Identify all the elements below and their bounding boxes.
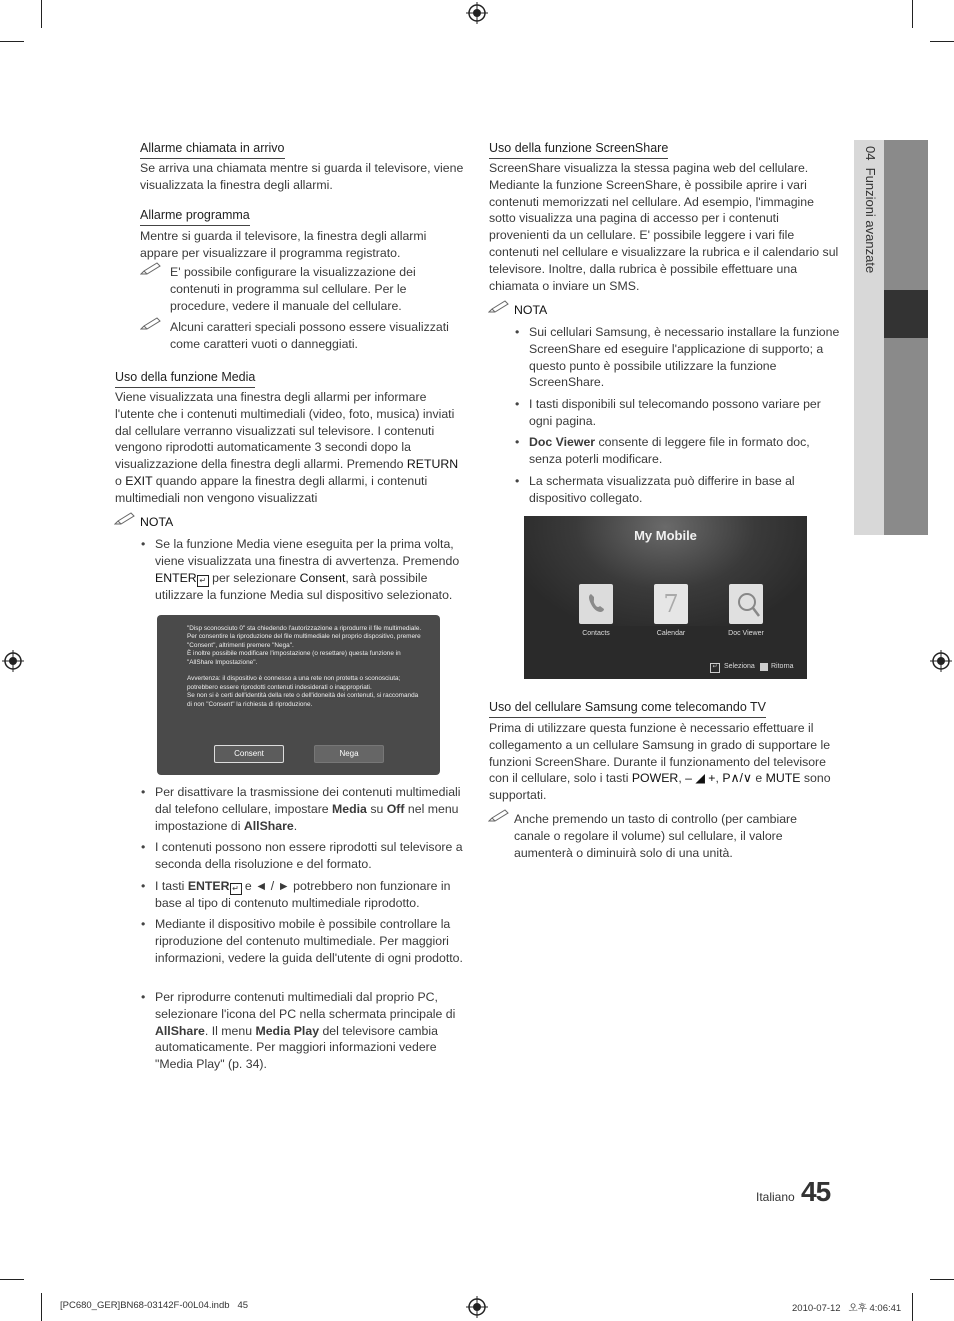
list-item: • Se la funzione Media viene eseguita per la prima volta, viene visualizzata una finestra di avvertenza. Premendo ENTER ↵ per selezionare Consent, sarà possibile utilizzare la funzione Media sul dispositivo selezionato. [155, 536, 465, 603]
contacts-label: Contacts [582, 630, 610, 637]
phone-icon [579, 584, 613, 624]
note-pencil-icon [488, 300, 510, 314]
my-mobile-screen [524, 516, 807, 679]
note-pencil-icon [140, 262, 162, 276]
list-item: • Mediante il dispositivo mobile è possibile controllare la riproduzione del contenuto multimediale. Per maggiori informazioni, vedere la guida dell'utente di ogni prodotto. [155, 916, 465, 966]
list-item: • I contenuti possono non essere riprodotti sul televisore a seconda della risoluzione e del formato. [155, 839, 465, 873]
paragraph: Prima di utilizzare questa funzione è necessario effettuare il collegamento a un cellulare Samsung in grado di supportare le funzioni ScreenShare. Durante il funzionamento del televisore con il cellulare, solo i tasti POWER, – ◢ +, P∧/∨ e MUTE sono supportati. [489, 721, 831, 803]
registration-mark-icon [2, 650, 24, 672]
print-file-info: [PC680_GER]BN68-03142F-00L04.indb 45 [60, 1300, 249, 1311]
paragraph: Se arriva una chiamata mentre si guarda il televisore, viene visualizzata la finestra degli allarmi. [140, 161, 464, 192]
my-mobile-title: My Mobile [634, 528, 697, 543]
crop-mark [930, 1279, 954, 1280]
section-heading: Allarme chiamata in arrivo [140, 140, 285, 159]
note: E' possibile configurare la visualizzazione dei contenuti in programma sul cellulare. Per le procedure, vedere il manuale del cellulare. [170, 264, 460, 314]
doc-viewer-label: Doc Viewer [728, 630, 764, 637]
calendar-day: 7 [663, 590, 679, 618]
crop-mark [912, 1293, 913, 1321]
return-hint: Ritorna [771, 663, 794, 670]
section-heading: Uso del cellulare Samsung come telecomando TV [489, 699, 766, 718]
note-pencil-icon [114, 512, 136, 526]
contacts-app-icon[interactable] [579, 584, 613, 624]
list-item: • Per riprodurre contenuti multimediali dal proprio PC, selezionare l'icona del PC nella schermata principale di AllShare. Il menu Media Play del televisore cambia automaticamente. Per maggiori informazioni vedere "Media Play" (p. 34). [155, 989, 465, 1073]
section-heading: Uso della funzione ScreenShare [489, 140, 668, 159]
section-heading: Allarme programma [140, 207, 250, 226]
magnifier-icon [729, 584, 763, 624]
list-item: • Doc Viewer consente di leggere file in formato doc, senza poterli modificare. [529, 434, 841, 468]
note: Alcuni caratteri speciali possono essere visualizzati come caratteri vuoti o danneggiati. [170, 319, 460, 353]
print-timestamp: 2010-07-12 오후 4:06:41 [792, 1303, 902, 1314]
crop-mark [0, 41, 24, 42]
crop-mark [0, 1279, 24, 1280]
footer-language: Italiano [756, 1190, 795, 1204]
list-item: • I tasti ENTER ↵ e ◄ / ► potrebbero non funzionare in base al tipo di contenuto multimediale riprodotto. [155, 878, 465, 912]
registration-mark-icon [930, 650, 952, 672]
registration-mark-icon [466, 1296, 488, 1318]
paragraph: ScreenShare visualizza la stessa pagina web del cellulare. Mediante la funzione ScreenShare, è possibile aprire i vari contenuti memorizzati nel cellulare. Ad esempio, l'immagine sotto visualizza una pagina di accesso per i contenuti provenienti da un cellulare. E' possibile leggere i vari file contenuti nel cellulare e visualizzare la rubrica e il calendario sul televisore. Inoltre, dalla rubrica è possibile effettuare una chiamata o inviare un SMS. [489, 161, 839, 293]
deny-button[interactable]: Nega [314, 745, 384, 763]
calendar-app-icon[interactable] [654, 584, 688, 624]
crop-mark [41, 1293, 42, 1321]
note-pencil-icon [488, 809, 510, 823]
dialog-message: "Disp sconosciuto 0" sta chiedendo l'autorizzazione a riprodurre il file multimediale. Per consentire la riproduzione del file multimediale nel proprio dispositivo, premere "Consent", altrimenti premere "Nega". È inoltre possibile modificare l'impostazione (o resettare) questa funzione in "AllShare Impostazione". Avvertenza: il dispositivo è connesso a una rete non protetta o sconosciuta; potrebbero essere riprodotti contenuti indesiderati o inappropriati. Se non si è certi dell'identità della rete o dell'idoneità dei contenuti, si raccomanda di non "Consent" la richiesta di riproduzione. [187, 625, 422, 708]
doc-viewer-app-icon[interactable] [729, 584, 763, 624]
permission-dialog [157, 615, 440, 775]
list-item: • I tasti disponibili sul telecomando possono variare per ogni pagina. [529, 396, 841, 430]
crop-mark [912, 0, 913, 28]
consent-button[interactable]: Consent [214, 745, 284, 763]
enter-icon: ↵ [197, 575, 209, 587]
note-pencil-icon [140, 317, 162, 331]
nota-label: NOTA [514, 302, 547, 319]
crop-mark [41, 0, 42, 28]
note: Anche premendo un tasto di controllo (per cambiare canale o regolare il volume) sul cellulare, il valore aumenterà o diminuirà solo di una unità. [514, 811, 834, 861]
list-item: • Sui cellulari Samsung, è necessario installare la funzione ScreenShare ed eseguire l'applicazione di supporto; a questo punto è possibile utilizzare la funzione ScreenShare. [529, 324, 841, 391]
enter-icon: ↵ [230, 883, 242, 895]
return-icon [760, 663, 768, 671]
chapter-tab-marker [884, 290, 928, 338]
paragraph: Viene visualizzata una finestra degli allarmi per informare l'utente che i contenuti multimediali (video, foto, musica) inviati dal cellulare verranno visualizzati sul televisore. I contenuti vengono riprodotti automaticamente 3 secondi dopo la visualizzazione della finestra degli allarmi. Premendo RETURN o EXIT quando appare la finestra degli allarmi, i contenuti multimediali non vengono visualizzati [115, 390, 459, 505]
enter-icon: ↵ [710, 663, 720, 673]
crop-mark [930, 41, 954, 42]
calendar-label: Calendar [656, 630, 686, 637]
registration-mark-icon [466, 2, 488, 24]
chapter-label: 04 Funzioni avanzate [863, 146, 878, 274]
list-item: • Per disattivare la trasmissione dei contenuti multimediali dal telefono cellulare, impostare Media su Off nel menu impostazione di AllShare. [155, 784, 465, 834]
section-heading: Uso della funzione Media [115, 369, 255, 388]
select-hint: Seleziona [724, 663, 755, 670]
nota-label: NOTA [140, 514, 173, 531]
list-item: • La schermata visualizzata può differire in base al dispositivo collegato. [529, 473, 841, 507]
page-number: 45 [801, 1176, 831, 1207]
paragraph: Mentre si guarda il televisore, la finestra degli allarmi appare per visualizzare il programma registrato. [140, 229, 427, 260]
